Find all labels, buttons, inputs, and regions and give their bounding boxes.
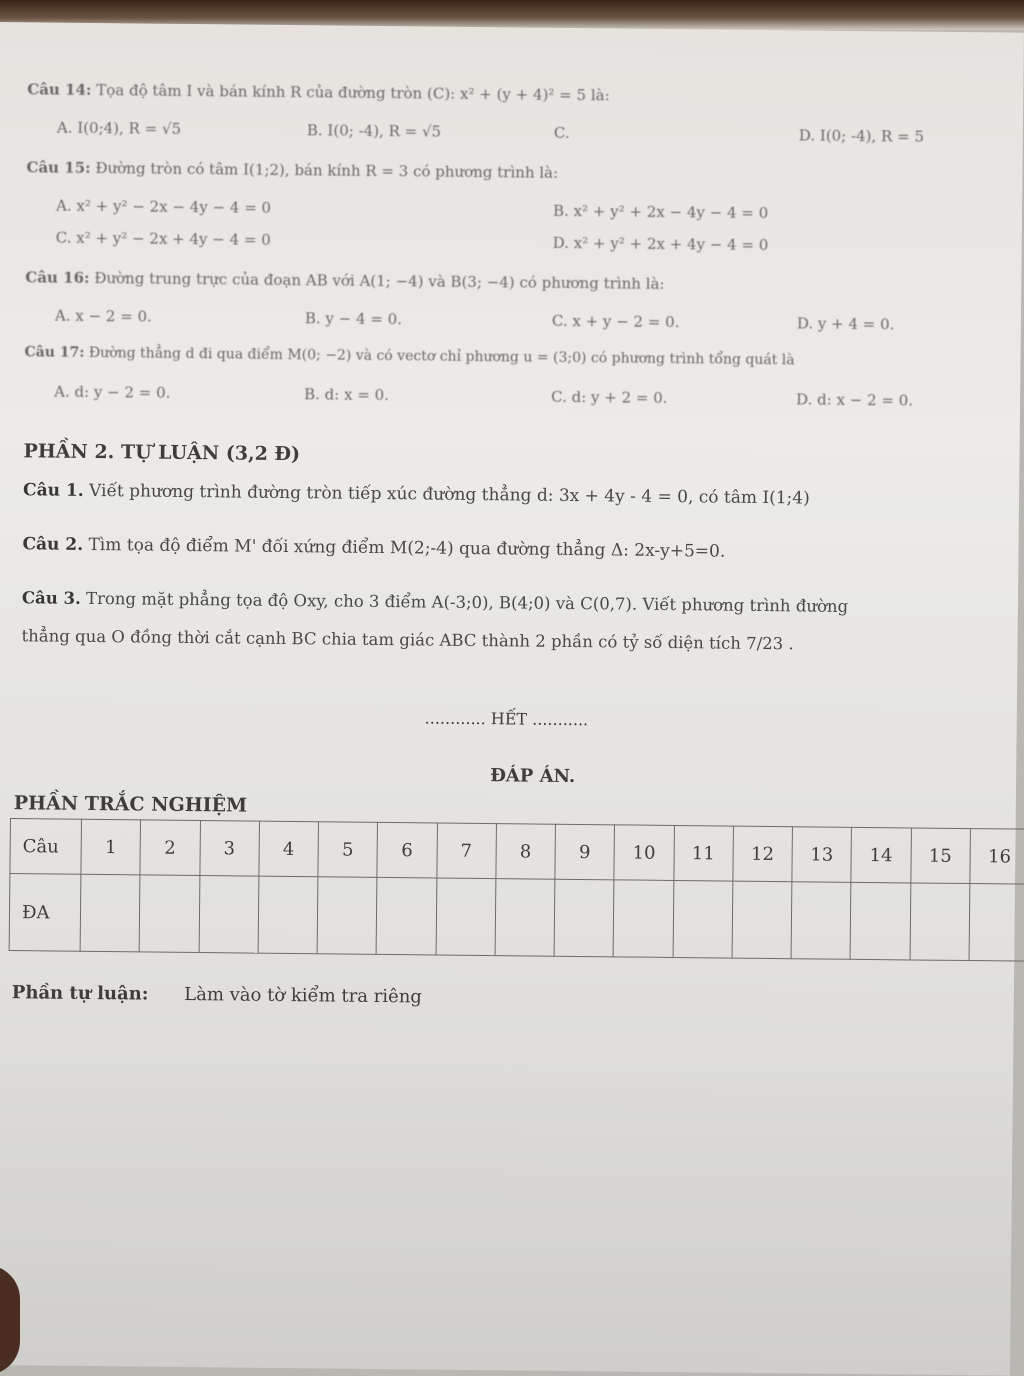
answer-table-number: 5 — [318, 822, 378, 878]
answer-table-number: 10 — [614, 825, 674, 881]
option-a: A. x² + y² − 2x − 4y − 4 = 0 — [55, 196, 272, 217]
answer-cell — [554, 879, 614, 957]
answer-cell — [732, 881, 792, 959]
answer-table-number: 3 — [199, 820, 259, 876]
essay-question-1 — [23, 480, 810, 508]
question-14 — [27, 80, 610, 104]
answer-table-number: 14 — [851, 827, 911, 883]
question-label: Câu 16: — [25, 268, 90, 287]
answer-cell — [791, 882, 851, 960]
option-b: B. y − 4 = 0. — [304, 309, 403, 329]
answer-cell — [376, 877, 436, 955]
answer-table-number: 8 — [496, 824, 556, 880]
answer-cell — [969, 884, 1024, 962]
answer-section-label: PHẦN TRẮC NGHIỆM — [13, 792, 248, 817]
part2-heading: PHẦN 2. TỰ LUẬN (3,2 Đ) — [23, 440, 301, 466]
question-16 — [25, 268, 664, 293]
option-a: A. x − 2 = 0. — [54, 306, 152, 326]
essay-question-label: Câu 2. — [22, 534, 84, 555]
essay-question-2 — [22, 534, 725, 561]
answer-cell — [199, 875, 259, 953]
answer-cell — [317, 877, 377, 955]
answer-table-number: 9 — [555, 824, 615, 880]
question-label: Câu 15: — [26, 158, 91, 177]
answer-table-number: 1 — [81, 819, 141, 875]
footer-text: Làm vào tờ kiểm tra riêng — [184, 983, 422, 1008]
end-mark: ............ HẾT ........... — [424, 708, 589, 730]
essay-question-text: Tìm tọa độ điểm M' đối xứng điểm M(2;-4) qua đường thẳng Δ: 2x-y+5=0. — [88, 534, 726, 562]
footer-label: Phần tự luận: — [11, 982, 149, 1005]
answer-heading: ĐÁP ÁN. — [490, 765, 576, 788]
essay-question-text: Trong mặt phẳng tọa độ Oxy, cho 3 điểm A(-3;0), B(4;0) và C(0,7). Viết phương trình đường — [85, 588, 849, 616]
exam-paper — [0, 22, 1024, 1376]
question-stem: Tọa độ tâm I và bán kính R của đường tròn (C): x² + (y + 4)² = 5 là: — [96, 81, 610, 105]
essay-question-3 — [22, 588, 848, 616]
option-a: A. d: y − 2 = 0. — [54, 382, 171, 402]
question-stem: Đường thẳng d đi qua điểm M(0; −2) và có vectơ chỉ phương u = (3;0) có phương trình tổng quát là — [88, 344, 795, 369]
answer-table-number: 16 — [970, 829, 1024, 885]
answer-table-number: 6 — [377, 822, 437, 878]
question-label: Câu 17: — [24, 344, 85, 361]
option-d: D. d: x − 2 = 0. — [795, 390, 914, 410]
option-b: B. I(0; -4), R = √5 — [306, 121, 442, 141]
answer-table-number: 4 — [259, 821, 319, 877]
essay-question-label: Câu 1. — [22, 480, 84, 501]
question-label: Câu 14: — [27, 80, 92, 99]
option-c: C. x + y − 2 = 0. — [551, 311, 680, 332]
answer-cell — [258, 876, 318, 954]
answer-cell — [80, 874, 140, 952]
answer-cell — [436, 878, 496, 956]
footer — [12, 982, 422, 1007]
answer-table-header-label: Câu — [10, 819, 82, 875]
option-b: B. d: x = 0. — [304, 385, 390, 405]
answer-table-number: 11 — [673, 825, 733, 881]
answer-table-number: 12 — [733, 826, 793, 882]
option-c: C. x² + y² − 2x + 4y − 4 = 0 — [55, 228, 271, 249]
answer-table — [9, 818, 1024, 962]
question-15 — [26, 158, 558, 182]
answer-cell — [613, 880, 673, 958]
essay-question-3-continued: thẳng qua O đồng thời cắt cạnh BC chia tam giác ABC thành 2 phần có tỷ số diện tích 7/23 . — [21, 626, 794, 654]
option-c: C. d: y + 2 = 0. — [551, 387, 668, 408]
answer-table-number: 15 — [910, 828, 970, 884]
question-stem: Đường tròn có tâm I(1;2), bán kính R = 3 có phương trình là: — [95, 159, 559, 182]
option-d: D. y + 4 = 0. — [796, 314, 895, 334]
answer-cell — [850, 882, 910, 960]
answer-table-number: 7 — [436, 823, 496, 879]
essay-question-label: Câu 3. — [21, 588, 81, 608]
answer-cell — [139, 875, 199, 953]
answer-cell — [910, 883, 970, 961]
option-c: C. — [553, 123, 570, 142]
answer-table-row-label: ĐA — [9, 874, 81, 952]
question-stem: Đường trung trực của đoạn AB với A(1; −4) và B(3; −4) có phương trình là: — [94, 269, 665, 293]
question-17 — [24, 344, 794, 368]
answer-table-number: 13 — [792, 827, 852, 883]
option-a: A. I(0;4), R = √5 — [56, 118, 182, 138]
option-b: B. x² + y² + 2x − 4y − 4 = 0 — [552, 201, 769, 223]
essay-question-text: Viết phương trình đường tròn tiếp xúc đường thẳng d: 3x + 4y - 4 = 0, có tâm I(1;4) — [88, 480, 810, 509]
answer-cell — [495, 879, 555, 957]
answer-table-number: 2 — [140, 820, 200, 876]
option-d: D. I(0; -4), R = 5 — [798, 126, 925, 146]
answer-table-answer-row — [9, 874, 1024, 962]
answer-cell — [673, 880, 733, 958]
option-d: D. x² + y² + 2x + 4y − 4 = 0 — [552, 233, 769, 255]
